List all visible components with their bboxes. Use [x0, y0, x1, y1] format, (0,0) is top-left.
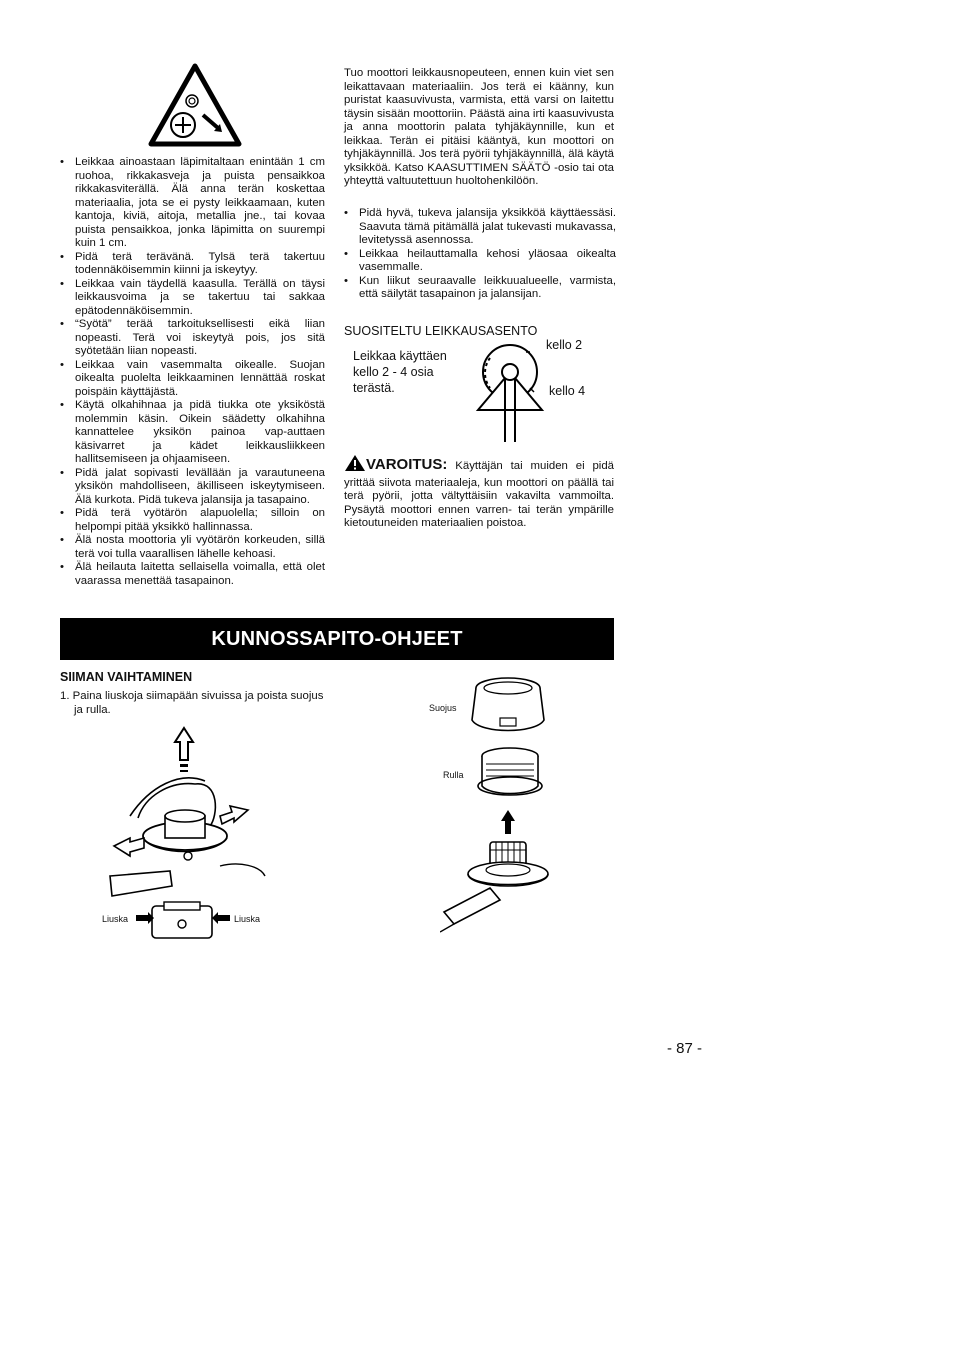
position-note: Leikkaa käyttäen kello 2 - 4 osia terästä. [353, 349, 447, 395]
page-number: - 87 - [666, 1040, 702, 1057]
cover-label: Suojus [429, 703, 457, 713]
list-item: • Älä nosta moottoria yli vyötärön korkeuden, sillä terä voi tulla vaarallisen lähelle kehoasi. [60, 534, 325, 561]
stance-bullet-list [344, 207, 616, 302]
list-item: • Leikkaa ainoastaan läpimitaltaan enintään 1 cm ruohoa, rikkakasveja ja puista pensaikkoa rikkakasviterällä. Älä anna terän koskettaa materiaalia, jota se ei pysty leikkaamaan, kuten kantoja, kiviä, aitoja, metallia jne., tai kovaa puista pensaikkoa, jonka läpimitta on suurempi kuin 1 cm. [60, 156, 325, 251]
warning-text: Käyttäjän tai muiden ei pidä yrittää siivota materiaaleja, kun moottori on päällä tai terä pyörii, jotta vältyttäisiin vakavilta vammoilta. Pysäytä moottori ennen varren- tai terän ympärille kietoutuneiden materiaalien poistoa. [344, 460, 614, 529]
section-banner: KUNNOSSAPITO-OHJEET [60, 618, 614, 660]
step-1-text: 1. Paina liuskoja siimapään sivuissa ja poista suojus ja rulla. [60, 690, 324, 716]
warning-block [344, 454, 614, 531]
list-item: • Pidä terä vyötärön alapuolella; silloin on helpompi pitää yksikkö hallinnassa. [60, 507, 325, 534]
list-item: • Leikkaa vain vasemmalta oikealle. Suojan oikealta puolelta leikkaaminen lennättää roskat poispäin käyttäjästä. [60, 359, 325, 400]
list-item: • Älä heilauta laitetta sellaisella voimalla, että olet vaarassa menettää tasapainon. [60, 561, 325, 588]
list-item: • Pidä terä terävänä. Tylsä terä takertuu todennäköisemmin kiinni ja iskeytyy. [60, 251, 325, 278]
warning-triangle-icon [344, 454, 366, 477]
warning-label: VAROITUS: [366, 456, 448, 473]
position-heading: SUOSITELTU LEIKKAUSASENTO [344, 324, 538, 338]
safety-bullet-list [60, 156, 325, 588]
list-item: • Käytä olkahihnaa ja pidä tiukka ote yksiköstä molemmin käsin. Oikein säädetty olkahihna kannattelee yksikön painoa vap-auttaen käsivarret ja kädet leikkausliikkeen hallitsemiseen ja ohjaamiseen. [60, 399, 325, 467]
list-item: • Pidä hyvä, tukeva jalansija yksikköä käyttäessäsi. Saavuta tämä pitämällä jalat tukevasti mukavassa, levitetyssä asennossa. [344, 207, 616, 248]
clock-4-label: kello 4 [549, 384, 586, 398]
trimmer-head-removal-illustration [100, 726, 270, 941]
tab-right-label: Liuska [234, 914, 261, 924]
clock-2-label: kello 2 [546, 338, 583, 352]
list-item: • Leikkaa heilauttamalla kehosi yläosaa oikealta vasemmalle. [344, 248, 616, 275]
list-item: • “Syötä” terää tarkoituksellisesti eikä liian nopeasti. Terä voi iskeytyä pois, jos sitä syötetään liian nopeasti. [60, 318, 325, 359]
list-item: • Leikkaa vain täydellä kaasulla. Terällä on täysi leikkausvoima ja se takertuu tai sakkaa epätodennäköisemmin. [60, 278, 325, 319]
list-item: • Kun liikut seuraavalle leikkuualueelle, varmista, että säilytät tasapainon ja jalansijan. [344, 275, 616, 302]
list-item: • Pidä jalat sopivasti levällään ja varautuneena yksikön mahdolliseen, äkilliseen iskeytymiseen. Älä kurkota. Pidä tukeva jalansija ja tasapaino. [60, 467, 325, 508]
intro-paragraph: Tuo moottori leikkausnopeuteen, ennen kuin viet sen leikattavaan materiaaliin. Jos terä ei käänny, kun puristat kaasuvivusta, varmista, että varsi on laitettu täysin sisään moottoriin. Päästä aina irti kaasuvivusta ja anna moottorin palata tyhjäkäynnille, kun et leikkaa. Terän ei pitäisi kääntyä, kun moottori on tyhjäkäynnillä. Jos terä pyörii tyhjäkäynnillä, älä käytä yksikköä. Katso KAASUTTIMEN SÄÄTÖ -osio tai ota yhteyttä valtuutettuun huoltohenkilöön. [344, 67, 614, 187]
warning-blade-icon [148, 63, 242, 147]
cutting-position-diagram [468, 338, 548, 444]
exploded-head-illustration [440, 674, 570, 936]
maintenance-heading: SIIMAN VAIHTAMINEN [60, 670, 193, 684]
spool-label: Rulla [443, 770, 464, 780]
tab-left-label: Liuska [102, 914, 129, 924]
